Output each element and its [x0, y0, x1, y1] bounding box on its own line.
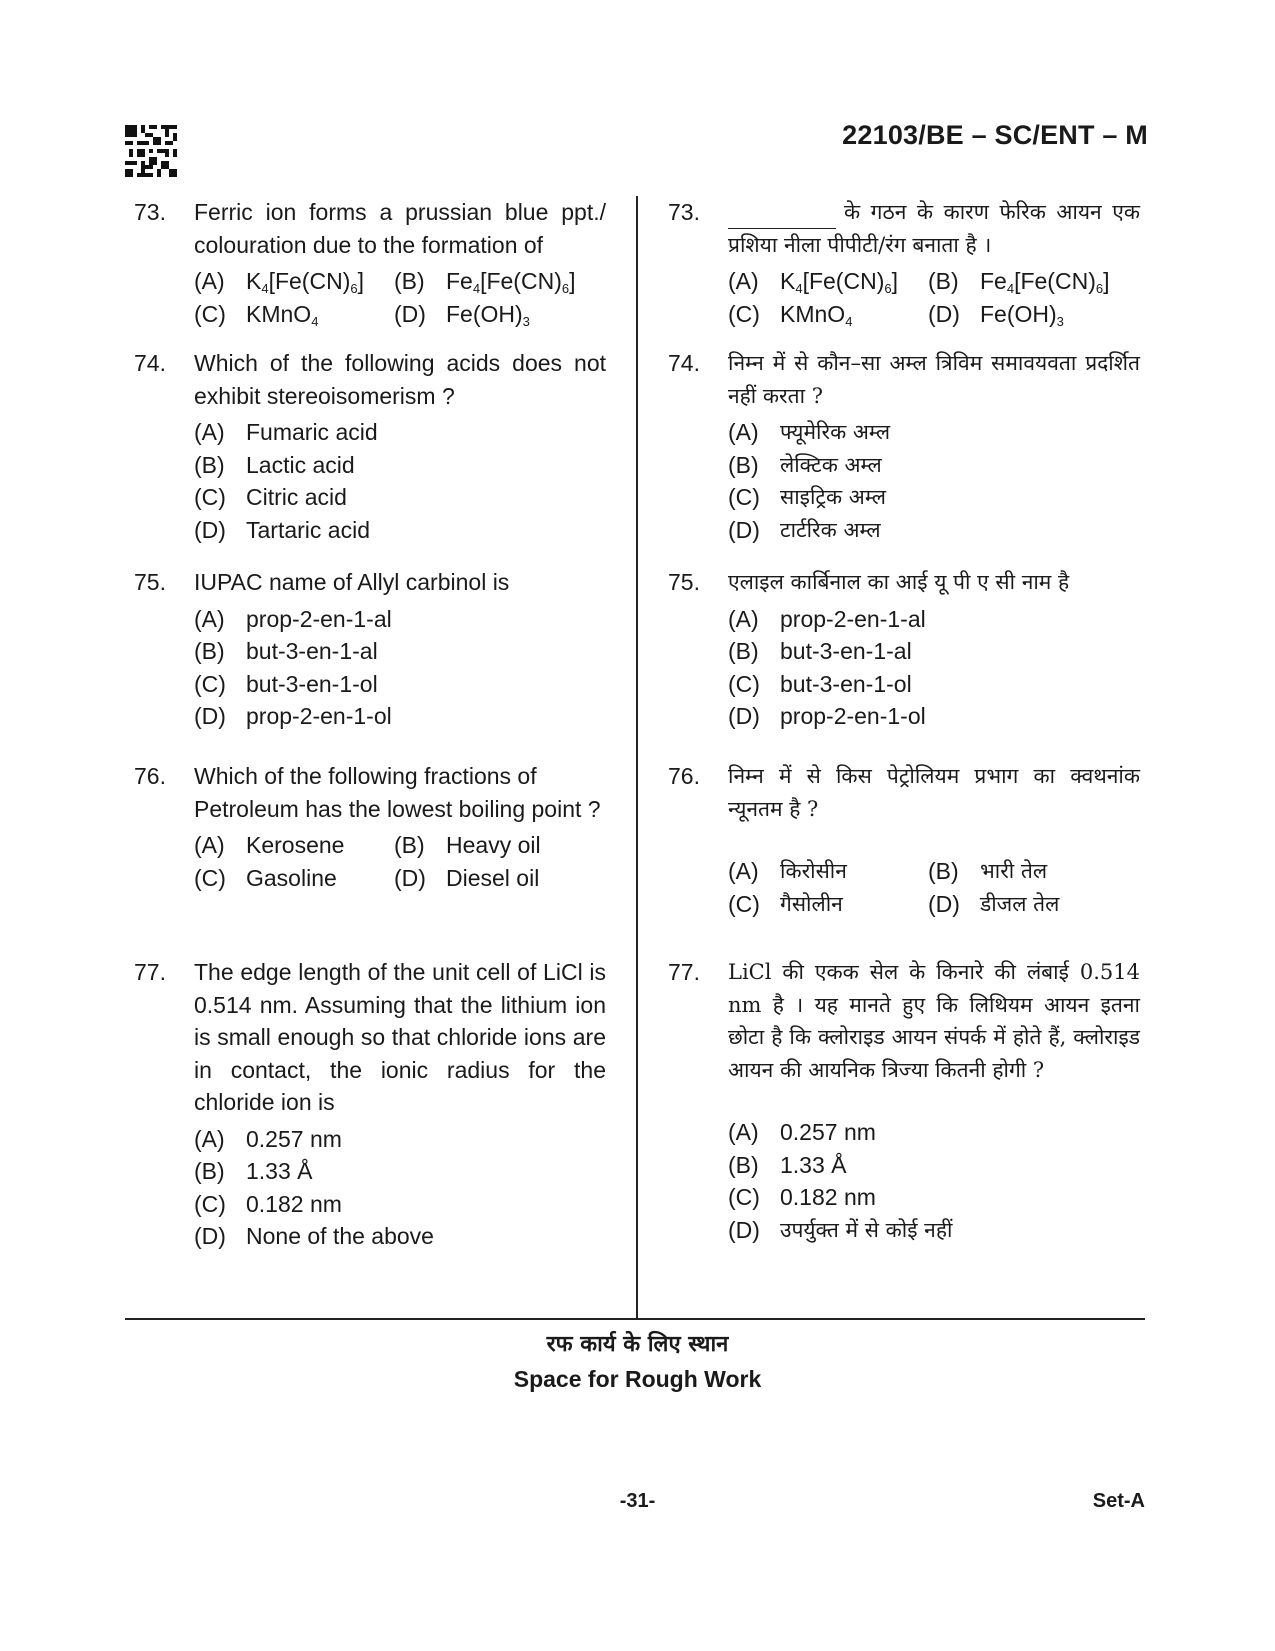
option-a[interactable]: (A) prop-2-en-1-al: [194, 605, 392, 632]
option-d[interactable]: (D) prop-2-en-1-ol: [194, 703, 392, 729]
option-a[interactable]: (A) Kerosene: [194, 832, 345, 858]
question-number: 73.: [134, 199, 166, 225]
option-a[interactable]: (A) 0.257 nm: [194, 1125, 342, 1152]
question-text: The edge length of the unit cell of LiCl is 0.514 nm. Assuming that the lithium ion is small enough so that chloride ions are in contact, the ionic radius for the chloride ion is: [194, 959, 606, 1115]
rough-work-label-hindi: रफ कार्य के लिए स्थान: [546, 1331, 729, 1357]
option-d[interactable]: (D) prop-2-en-1-ol: [728, 703, 926, 729]
option-c[interactable]: (C) KMnO$_4$: [194, 300, 319, 329]
option-c[interactable]: (C) KMnO$_4$: [728, 300, 853, 329]
question-77-en: [134, 956, 606, 1253]
option-b[interactable]: (B) लेक्टिक अम्ल: [728, 451, 882, 478]
option-d[interactable]: (D) Tartaric acid: [194, 516, 370, 543]
question-75-en: [134, 566, 606, 733]
options: [728, 265, 1140, 330]
options: [194, 1123, 606, 1253]
option-b[interactable]: (B) $Fe_4[Fe(CN)_6]$: [394, 268, 576, 296]
options: [194, 603, 606, 733]
option-b[interactable]: (B) 1.33 Å: [194, 1158, 313, 1184]
question-text: निम्न में से किस पेट्रोलियम प्रभाग का क्वथनांक न्यूनतम है ?: [728, 764, 1140, 821]
page-number: -31-: [619, 1490, 656, 1512]
options: [728, 603, 1140, 733]
question-number: 73.: [668, 199, 700, 225]
question-74-hi: [668, 347, 1140, 546]
options: [194, 416, 606, 546]
option-a[interactable]: (A) 0.257 nm: [728, 1119, 876, 1145]
option-a[interactable]: (A) prop-2-en-1-al: [728, 605, 926, 632]
option-c[interactable]: (C) Gasoline: [194, 864, 337, 891]
question-number: 75.: [668, 569, 700, 595]
question-number: 76.: [134, 763, 166, 789]
question-text: Which of the following fractions of Petroleum has the lowest boiling point ?: [194, 763, 601, 822]
option-b[interactable]: (B) Lactic acid: [194, 451, 355, 478]
option-c[interactable]: (C) but-3-en-1-ol: [194, 670, 378, 697]
option-a[interactable]: (A) Fumaric acid: [194, 419, 378, 445]
fill-blank: [728, 206, 836, 229]
option-b[interactable]: (B) but-3-en-1-al: [194, 638, 378, 664]
option-b[interactable]: (B) Heavy oil: [394, 832, 541, 858]
question-number: 76.: [668, 763, 700, 789]
question-73-hi: [668, 196, 1140, 330]
option-c[interactable]: (C) Citric acid: [194, 484, 347, 510]
option-c[interactable]: (C) साइट्रिक अम्ल: [728, 484, 886, 510]
option-b[interactable]: (B) $Fe_4[Fe(CN)_6]$: [928, 268, 1110, 296]
option-d[interactable]: (D) टार्टरिक अम्ल: [728, 516, 881, 543]
question-number: 74.: [668, 350, 700, 376]
option-c[interactable]: (C) गैसोलीन: [728, 890, 843, 917]
option-b[interactable]: (B) भारी तेल: [928, 858, 1048, 884]
options: [194, 265, 606, 330]
question-77-hi: [668, 956, 1140, 1246]
option-d[interactable]: (D) None of the above: [194, 1223, 434, 1249]
option-d[interactable]: (D) डीजल तेल: [928, 890, 1060, 917]
question-text: एलाइल कार्बिनाल का आई यू पी ए सी नाम है: [728, 570, 1070, 594]
question-text: के गठन के कारण फेरिक आयन एक प्रशिया नीला पीपीटी/रंग बनाता है ।: [728, 200, 1140, 257]
question-text: निम्न में से कौन–सा अम्ल त्रिविम समावयवता प्रदर्शित नहीं करता ?: [728, 351, 1140, 408]
option-b[interactable]: (B) 1.33 Å: [728, 1151, 847, 1178]
options: [728, 1116, 1140, 1246]
question-text: LiCl की एकक सेल के किनारे की लंबाई 0.514 nm है । यह मानते हुए कि लिथियम आयन इतना छोटा है कि क्लोराइड आयन संपर्क में होते हैं, क्लोराइड आयन की आयनिक त्रिज्या कितनी होगी ?: [728, 960, 1140, 1082]
option-c[interactable]: (C) 0.182 nm: [728, 1184, 876, 1210]
options: [194, 829, 606, 894]
option-a[interactable]: (A) किरोसीन: [728, 858, 847, 884]
paper-code: 22103/BE – SC/ENT – M: [842, 120, 1148, 150]
question-76-en: [134, 760, 606, 894]
option-c[interactable]: (C) but-3-en-1-ol: [728, 670, 912, 697]
question-text: IUPAC name of Allyl carbinol is: [194, 569, 510, 595]
question-74-en: [134, 347, 606, 546]
option-d[interactable]: (D) उपर्युक्त में से कोई नहीं: [728, 1216, 953, 1243]
question-number: 77.: [668, 959, 700, 985]
question-75-hi: [668, 566, 1140, 733]
option-a[interactable]: (A) फ्यूमेरिक अम्ल: [728, 419, 891, 445]
question-text: Ferric ion forms a prussian blue ppt./ colouration due to the formation of: [194, 199, 606, 258]
question-text: Which of the following acids does not exhibit stereoisomerism ?: [194, 350, 606, 409]
option-a[interactable]: (A) $K_4[Fe(CN)_6]$: [194, 268, 364, 296]
option-d[interactable]: (D) $Fe(OH)_3$: [394, 300, 530, 329]
set-label: Set-A: [1092, 1490, 1145, 1512]
bottom-rule: [125, 1318, 1145, 1320]
option-a[interactable]: (A) $K_4[Fe(CN)_6]$: [728, 268, 898, 296]
question-76-hi: [668, 760, 1140, 920]
options: [728, 855, 1140, 920]
question-number: 74.: [134, 350, 166, 376]
option-b[interactable]: (B) but-3-en-1-al: [728, 638, 912, 664]
qr-code-icon: [125, 125, 177, 177]
option-d[interactable]: (D) Diesel oil: [394, 864, 540, 891]
column-divider: [636, 196, 638, 1318]
question-number: 75.: [134, 569, 166, 595]
question-73-en: [134, 196, 606, 330]
options: [728, 416, 1140, 546]
question-number: 77.: [134, 959, 166, 985]
option-d[interactable]: (D) $Fe(OH)_3$: [928, 300, 1064, 329]
rough-work-label-english: Space for Rough Work: [513, 1366, 762, 1392]
option-c[interactable]: (C) 0.182 nm: [194, 1190, 342, 1217]
